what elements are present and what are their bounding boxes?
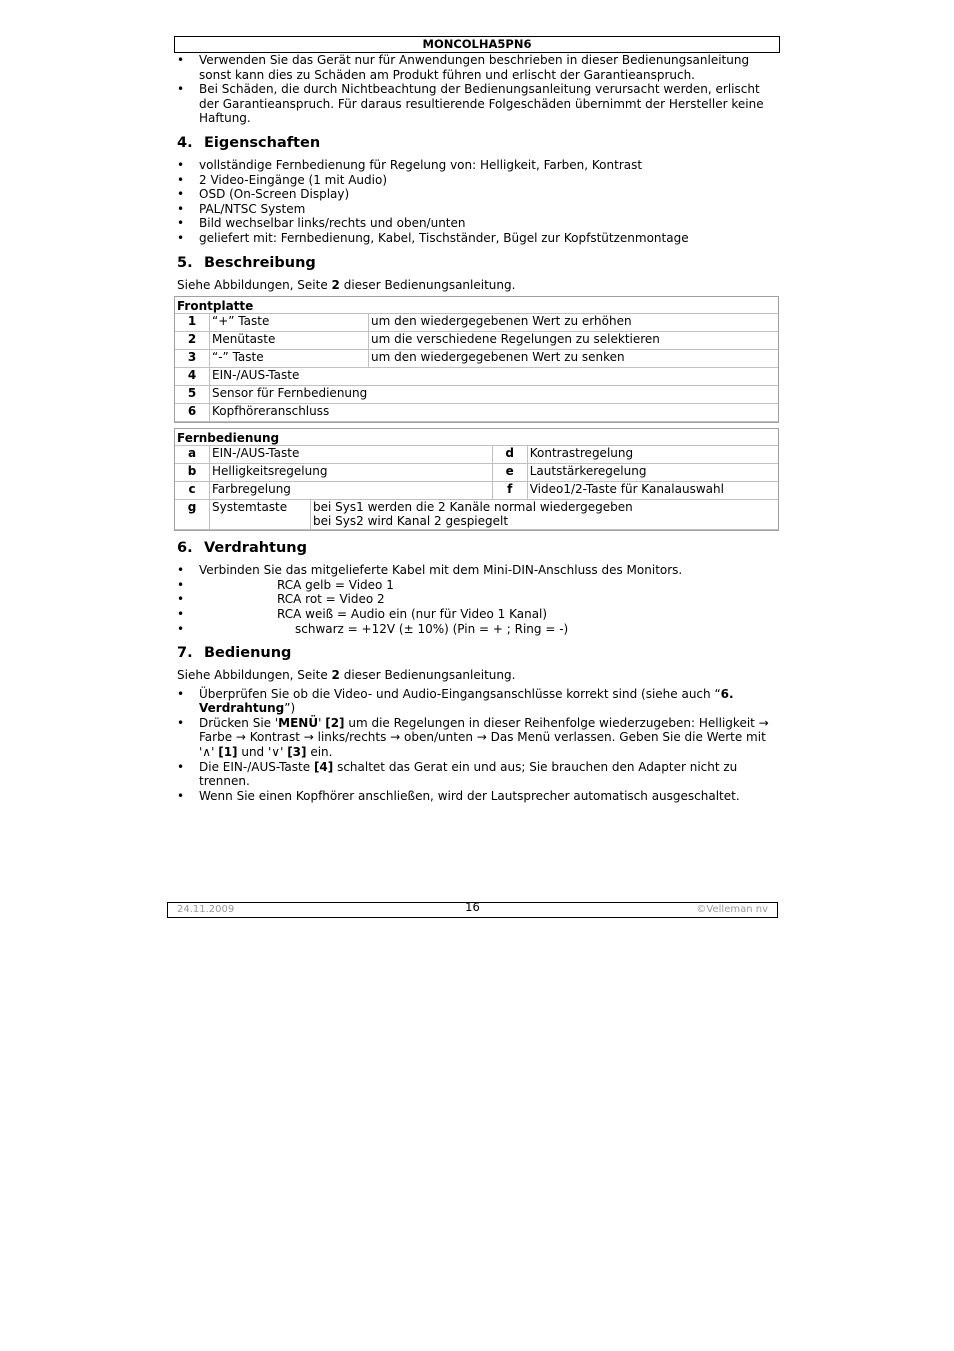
section-heading-6: 6. Verdrahtung: [177, 540, 308, 557]
table-row: c Farbregelung f Video1/2-Taste für Kanalauswahl: [175, 482, 778, 500]
section-intro: Siehe Abbildungen, Seite 2 dieser Bedienungsanleitung.: [177, 668, 516, 683]
operation-list: [177, 687, 780, 804]
section-heading-7: 7. Bedienung: [177, 645, 292, 662]
list-item: • RCA gelb = Video 1: [177, 577, 394, 592]
list-item: • Die EIN-/AUS-Taste [4] schaltet das Gerat ein und aus; Sie brauchen den Adapter nicht zu trennen.: [177, 759, 738, 789]
section-heading-5: 5. Beschreibung: [177, 254, 316, 271]
remote-control-table: [174, 428, 779, 531]
features-list: [177, 158, 780, 246]
table-row: 6 Kopfhöreranschluss: [175, 404, 778, 422]
table-caption: Frontplatte: [177, 299, 254, 314]
table-row: 4 EIN-/AUS-Taste: [175, 368, 778, 386]
table-row: 2 Menütaste um die verschiedene Regelungen zu selektieren: [175, 332, 778, 350]
list-item: • schwarz = +12V (± 10%) (Pin = + ; Ring = -): [177, 621, 569, 636]
list-item: • OSD (On-Screen Display): [177, 187, 350, 202]
list-item: • Überprüfen Sie ob die Video- und Audio-Eingangsanschlüsse korrekt sind (siehe auch “6. Verdrahtung”): [177, 686, 734, 716]
table-row: 5 Sensor für Fernbedienung: [175, 386, 778, 404]
table-row: 3 “-” Taste um den wiedergegebenen Wert zu senken: [175, 350, 778, 368]
page-number: 16: [465, 900, 480, 914]
list-item: • RCA rot = Video 2: [177, 592, 385, 607]
list-item: • geliefert mit: Fernbedienung, Kabel, Tischständer, Bügel zur Kopfstützenmontage: [177, 230, 689, 245]
list-item: • Bei Schäden, die durch Nichtbeachtung der Bedienungsanleitung verursacht werden, erlischt der Garantieanspruch. Für daraus resultierende Folgeschäden übernimmt der Hersteller keine Haftung.: [177, 82, 764, 126]
table-caption: Fernbedienung: [177, 431, 280, 446]
list-item: • PAL/NTSC System: [177, 201, 306, 216]
table-row: 1 “+” Taste um den wiedergegebenen Wert zu erhöhen: [175, 314, 778, 332]
table-row: g Systemtaste bei Sys1 werden die 2 Kanäle normal wiedergegeben bei Sys2 wird Kanal 2 gespiegelt: [175, 500, 778, 530]
list-item: • RCA weiß = Audio ein (nur für Video 1 Kanal): [177, 606, 548, 621]
front-panel-table: [174, 296, 779, 423]
section-heading-4: 4. Eigenschaften: [177, 134, 321, 151]
footer-date: 24.11.2009: [177, 904, 235, 915]
wiring-list: [177, 563, 780, 636]
page-footer: [167, 902, 778, 918]
list-item: • 2 Video-Eingänge (1 mit Audio): [177, 172, 387, 187]
list-item: • Verwenden Sie das Gerät nur für Anwendungen beschrieben in dieser Bedienungsanleitung sonst kann dies zu Schäden am Produkt führen und erlischt der Garantieanspruch.: [177, 53, 750, 82]
table-row: a EIN-/AUS-Taste d Kontrastregelung: [175, 446, 778, 464]
table-row: b Helligkeitsregelung e Lautstärkeregelung: [175, 464, 778, 482]
list-item: • Verbinden Sie das mitgelieferte Kabel mit dem Mini-DIN-Anschluss des Monitors.: [177, 563, 683, 578]
intro-list: [177, 53, 780, 126]
document-body: [177, 53, 780, 809]
section-intro: Siehe Abbildungen, Seite 2 dieser Bedienungsanleitung.: [177, 277, 516, 292]
page-header: MONCOLHA5PN6: [174, 36, 780, 53]
list-item: • Wenn Sie einen Kopfhörer anschließen, wird der Lautsprecher automatisch ausgeschaltet.: [177, 788, 740, 803]
list-item: • Bild wechselbar links/rechts und oben/unten: [177, 216, 466, 231]
list-item: • vollständige Fernbedienung für Regelung von: Helligkeit, Farben, Kontrast: [177, 157, 643, 172]
footer-copyright: ©Velleman nv: [696, 904, 768, 915]
list-item: • Drücken Sie 'MENÜ' [2] um die Regelungen in dieser Reihenfolge wiederzugeben: Helligkeit → Farbe → Kontrast → links/rechts → oben/unten → Das Menü verlassen. Geben Sie die Werte mit '∧' [1] und '∨' [3] ein.: [177, 715, 769, 760]
